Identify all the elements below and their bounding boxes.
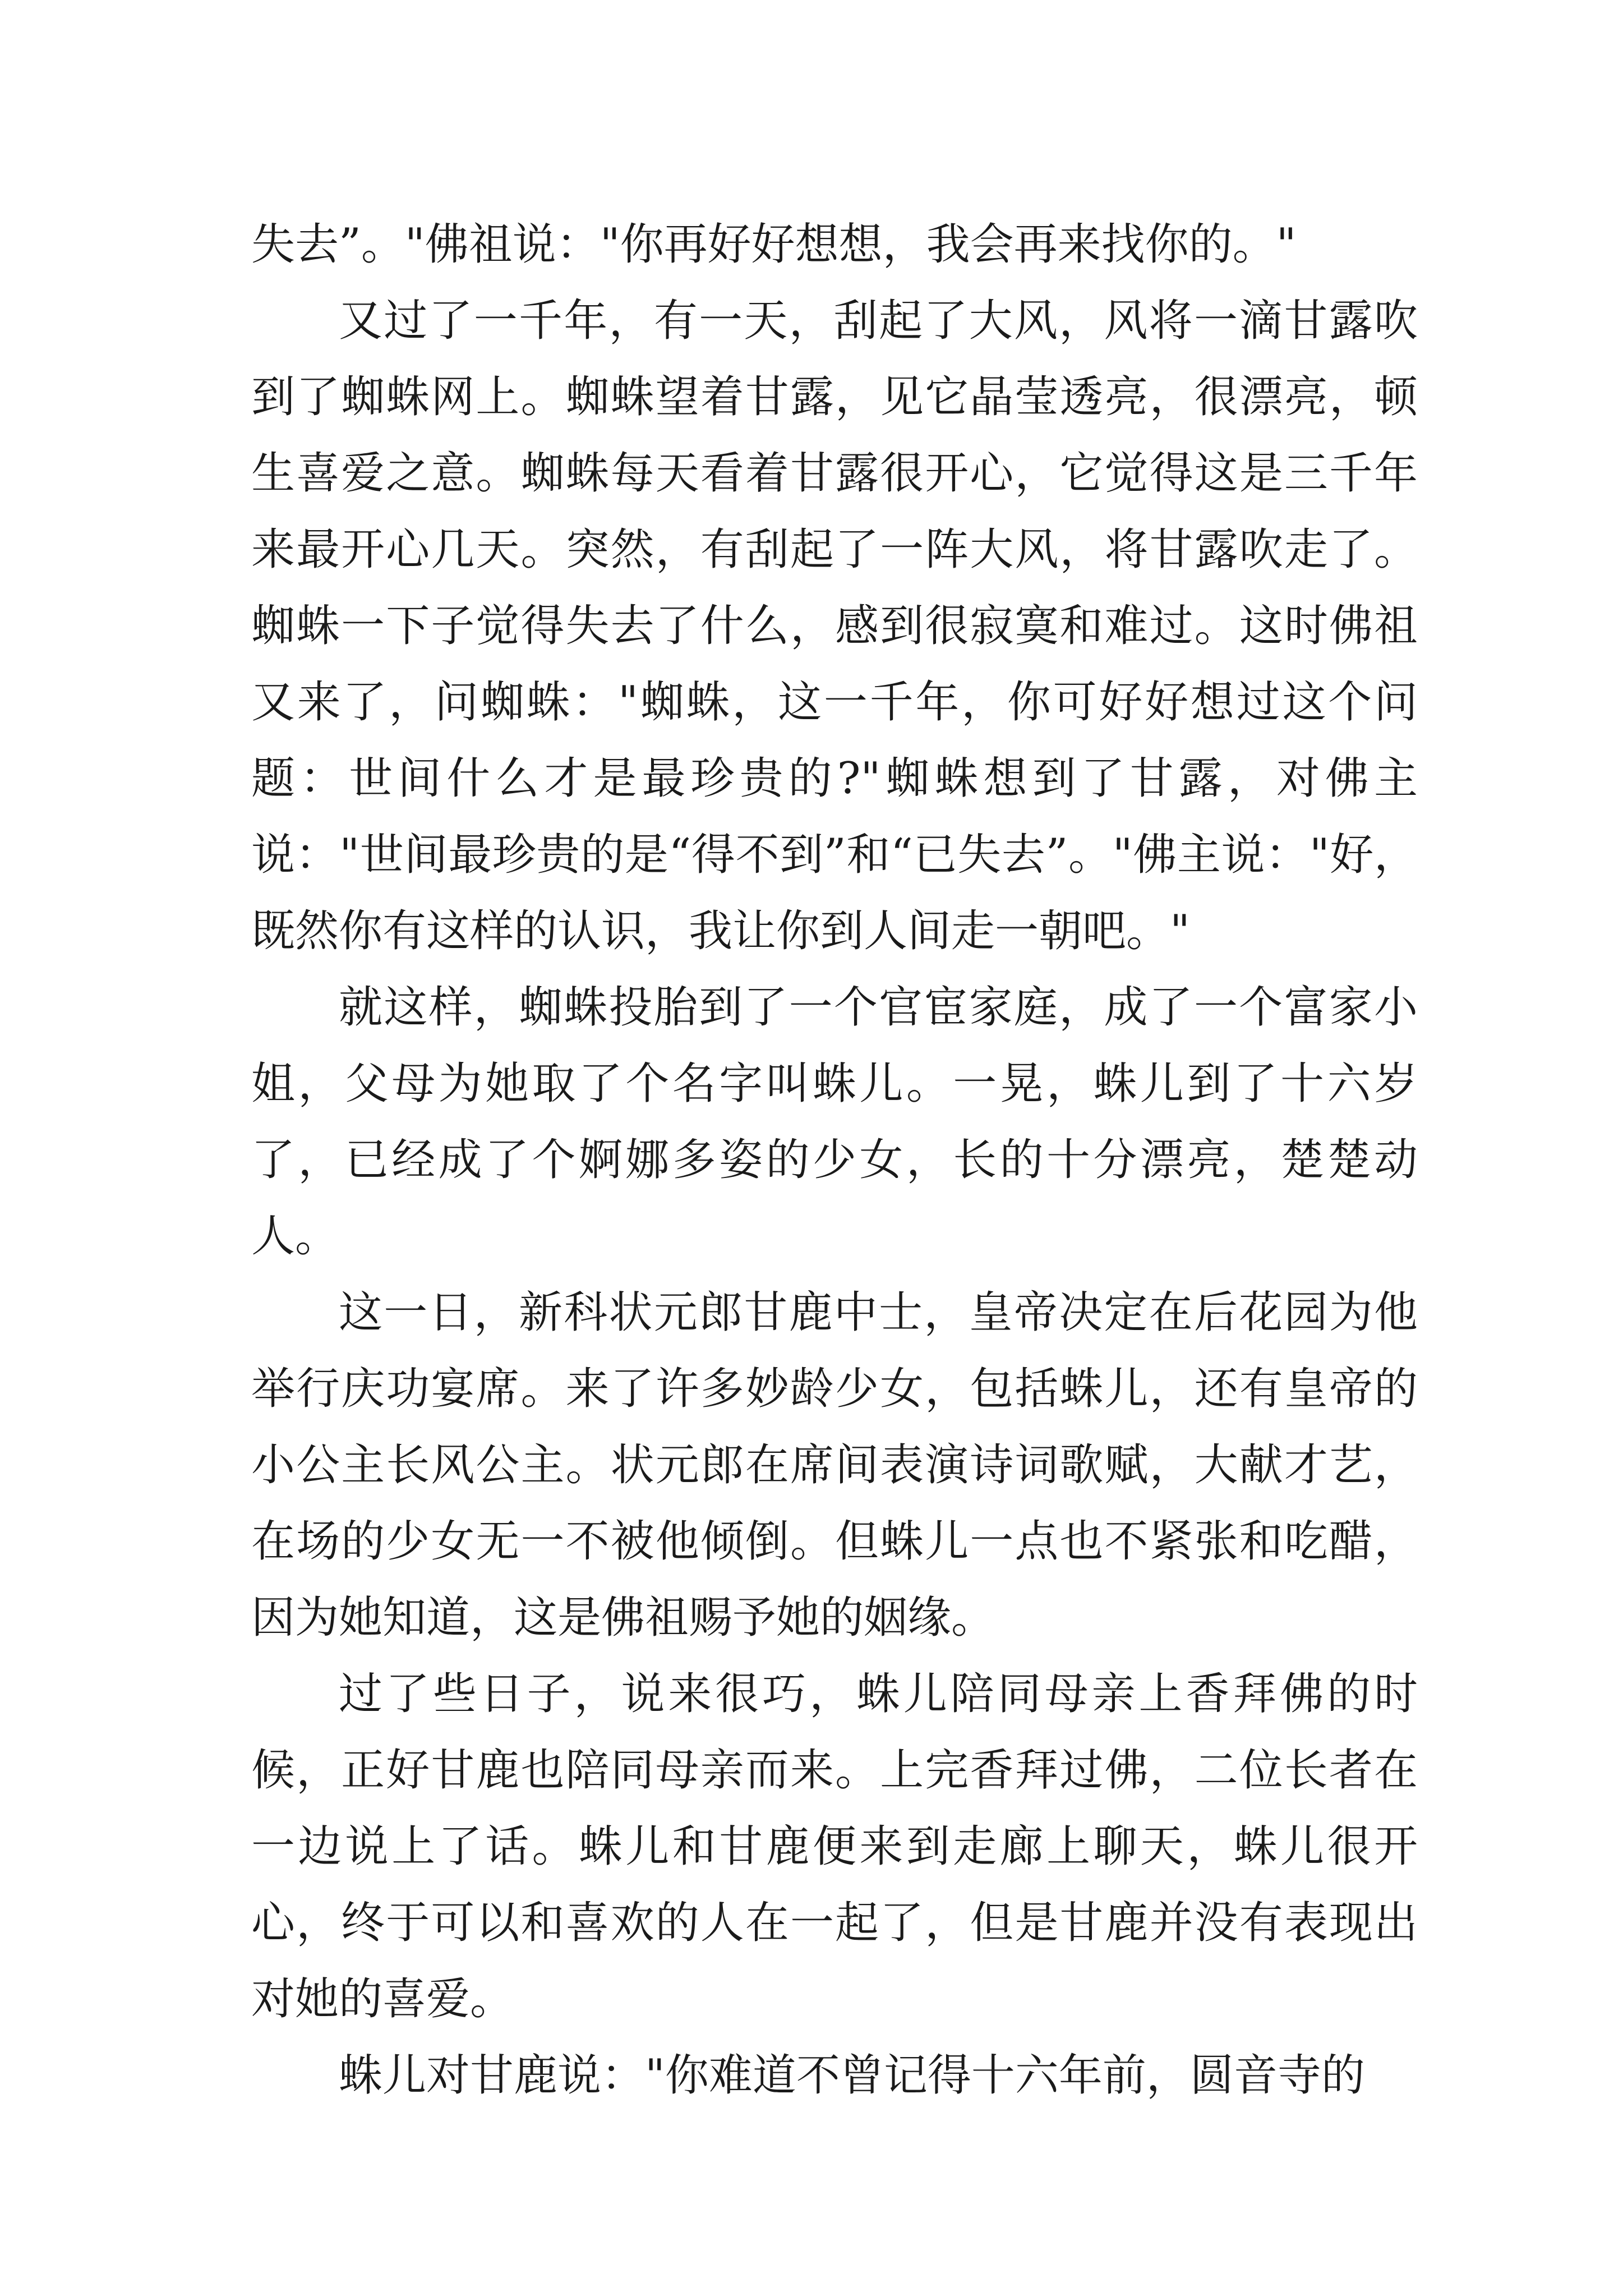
- paragraph: 又过了一千年，有一天，刮起了大风，风将一滴甘露吹到了蜘蛛网上。蜘蛛望着甘露，见它晶莹透亮，很漂亮，顿生喜爱之意。蜘蛛每天看着甘露很开心，它觉得这是三千年来最开心几天。突然，有刮起了一阵大风，将甘露吹走了。蜘蛛一下子觉得失去了什么，感到很寂寞和难过。这时佛祖又来了，问蜘蛛："蜘蛛，这一千年，你可好好想过这个问题：世间什么才是最珍贵的?"蜘蛛想到了甘露，对佛主说："世间最珍贵的是“得不到”和“已失去”。"佛主说："好，既然你有这样的认识，我让你到人间走一朝吧。": [251, 296, 1418, 956]
- paragraph: 就这样，蜘蛛投胎到了一个官宦家庭，成了一个富家小姐，父母为她取了个名字叫蛛儿。一晃，蛛儿到了十六岁了，已经成了个婀娜多姿的少女，长的十分漂亮，楚楚动人。: [251, 982, 1418, 1262]
- paragraph: 这一日，新科状元郎甘鹿中士，皇帝决定在后花园为他举行庆功宴席。来了许多妙龄少女，包括蛛儿，还有皇帝的小公主长风公主。状元郎在席间表演诗词歌赋，大献才艺，在场的少女无一不被他倾倒。但蛛儿一点也不紧张和吃醋，因为她知道，这是佛祖赐予她的姻缘。: [251, 1287, 1418, 1643]
- paragraph: 失去”。"佛祖说："你再好好想想，我会再来找你的。": [251, 219, 1297, 270]
- paragraph: 蛛儿对甘鹿说："你难道不曾记得十六年前，圆音寺的: [339, 2050, 1365, 2101]
- document-body: [251, 206, 1418, 2114]
- paragraph: 过了些日子，说来很巧，蛛儿陪同母亲上香拜佛的时候，正好甘鹿也陪同母亲而来。上完香拜过佛，二位长者在一边说上了话。蛛儿和甘鹿便来到走廊上聊天，蛛儿很开心，终于可以和喜欢的人在一起了，但是甘鹿并没有表现出对她的喜爱。: [251, 1669, 1418, 2024]
